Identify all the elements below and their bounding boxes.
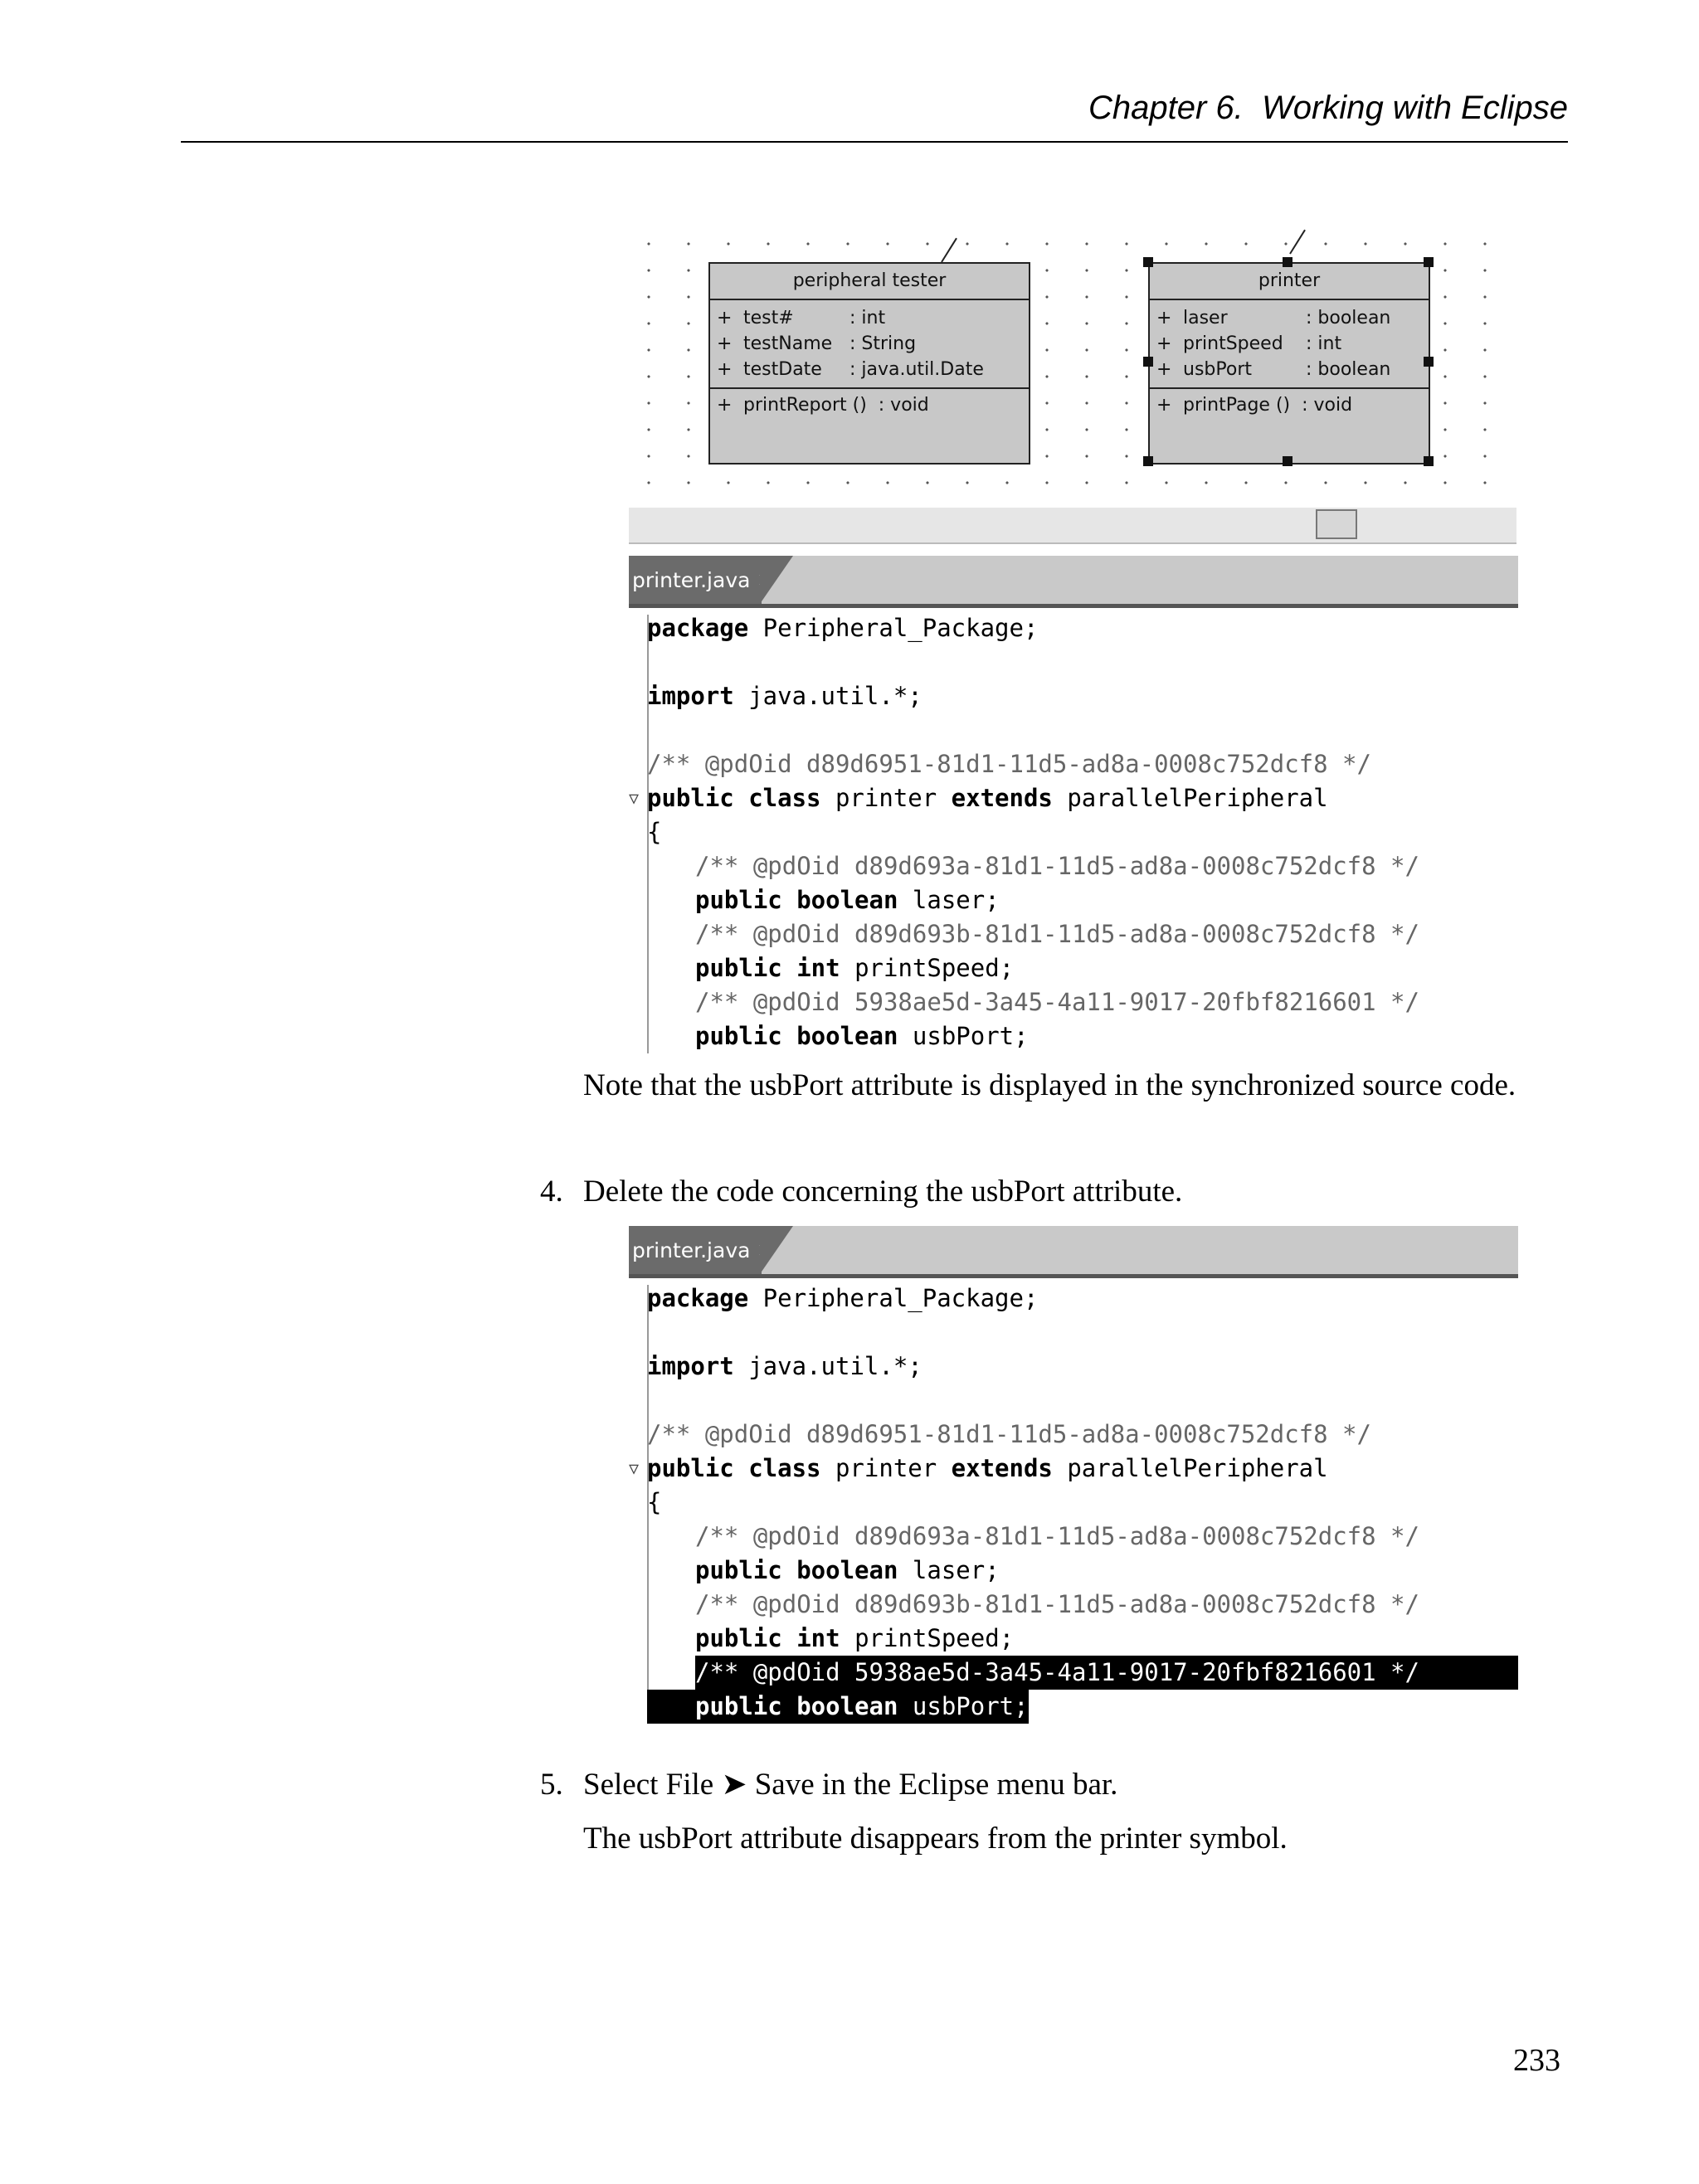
resize-handle[interactable] bbox=[1143, 357, 1153, 367]
code-keyword: public class bbox=[647, 1454, 821, 1482]
attribute-row[interactable]: + laser : boolean bbox=[1156, 308, 1391, 328]
code-editor-before[interactable] bbox=[629, 556, 1518, 1053]
code-comment: /** @pdOid d89d693b-81d1-11d5-ad8a-0008c752dcf8 */ bbox=[695, 1590, 1419, 1618]
close-icon[interactable]: ✕ bbox=[757, 568, 775, 592]
header-rule bbox=[181, 141, 1568, 143]
code-text bbox=[695, 883, 1000, 917]
code-line-selected[interactable] bbox=[629, 1656, 1518, 1690]
code-line[interactable] bbox=[629, 917, 1518, 951]
code-comment: /** @pdOid d89d6951-81d1-11d5-ad8a-0008c752dcf8 */ bbox=[647, 1420, 1371, 1448]
code-line[interactable] bbox=[629, 815, 1518, 849]
code-text bbox=[647, 611, 1038, 645]
code-keyword: public boolean bbox=[695, 1692, 898, 1720]
code-token: java.util.*; bbox=[733, 682, 923, 710]
code-token: java.util.*; bbox=[733, 1352, 923, 1380]
code-line[interactable] bbox=[629, 611, 1518, 645]
tab-edge bbox=[760, 556, 793, 604]
code-line[interactable] bbox=[629, 1486, 1518, 1520]
tab-edge bbox=[760, 1226, 793, 1274]
association-line bbox=[941, 238, 957, 263]
code-text bbox=[695, 1019, 1029, 1053]
code-keyword: public boolean bbox=[695, 886, 898, 914]
code-token: printSpeed; bbox=[840, 1624, 1015, 1652]
editor-tab-bar bbox=[629, 556, 1518, 608]
step-text: Select File ➤ Save in the Eclipse menu bar. bbox=[583, 1768, 1118, 1802]
code-keyword: public boolean bbox=[695, 1022, 898, 1050]
code-comment: /** @pdOid d89d693a-81d1-11d5-ad8a-0008c752dcf8 */ bbox=[695, 1522, 1419, 1550]
code-line[interactable] bbox=[629, 1520, 1518, 1554]
resize-handle[interactable] bbox=[1143, 257, 1153, 267]
code-line[interactable] bbox=[629, 1350, 1518, 1384]
code-line[interactable] bbox=[629, 1622, 1518, 1656]
code-token: parallelPeripheral bbox=[1052, 1454, 1328, 1482]
uml-diagram-canvas[interactable] bbox=[629, 224, 1516, 510]
operation-row[interactable]: + printReport () : void bbox=[717, 395, 929, 416]
code-keyword: extends bbox=[951, 1454, 1053, 1482]
code-line[interactable] bbox=[629, 781, 1518, 815]
code-token: Peripheral_Package; bbox=[748, 614, 1039, 642]
code-text bbox=[695, 1554, 1000, 1588]
code-text bbox=[647, 1486, 661, 1520]
code-token: { bbox=[647, 818, 662, 846]
tab-label: printer.java bbox=[632, 1238, 751, 1262]
code-text bbox=[695, 917, 1419, 951]
page-number: 233 bbox=[1513, 2043, 1560, 2078]
code-text bbox=[647, 679, 923, 713]
attribute-row[interactable]: + testDate : java.util.Date bbox=[717, 359, 984, 380]
code-token: Peripheral_Package; bbox=[748, 1284, 1039, 1312]
tab-label: printer.java bbox=[632, 568, 751, 592]
resize-handle[interactable] bbox=[1424, 357, 1434, 367]
code-line[interactable] bbox=[629, 1588, 1518, 1622]
code-comment: /** @pdOid 5938ae5d-3a45-4a11-9017-20fbf8216601 */ bbox=[695, 1658, 1419, 1686]
code-token: { bbox=[647, 1488, 662, 1516]
code-comment: /** @pdOid d89d693b-81d1-11d5-ad8a-0008c752dcf8 */ bbox=[695, 920, 1419, 948]
code-token: usbPort; bbox=[898, 1022, 1029, 1050]
step-text: Delete the code concerning the usbPort attribute. bbox=[583, 1175, 1183, 1209]
code-comment: /** @pdOid 5938ae5d-3a45-4a11-9017-20fbf8216601 */ bbox=[695, 988, 1419, 1016]
code-line[interactable] bbox=[629, 679, 1518, 713]
editor-tab[interactable] bbox=[629, 1226, 775, 1274]
code-line[interactable] bbox=[629, 645, 1518, 679]
association-line bbox=[1289, 230, 1306, 255]
code-keyword: extends bbox=[951, 784, 1053, 812]
code-keyword: package bbox=[647, 1284, 749, 1312]
attribute-row[interactable]: + test# : int bbox=[717, 308, 886, 328]
scroll-thumb[interactable] bbox=[1316, 509, 1357, 539]
code-text bbox=[647, 1350, 923, 1384]
class-name: printer bbox=[1150, 264, 1429, 300]
editor-tab-bar bbox=[629, 1226, 1518, 1278]
operation-compartment bbox=[710, 389, 1029, 421]
attribute-row[interactable]: + testName : String bbox=[717, 333, 917, 354]
code-line[interactable] bbox=[629, 985, 1518, 1019]
code-editor-after[interactable] bbox=[629, 1226, 1518, 1724]
code-line[interactable] bbox=[629, 1452, 1518, 1486]
code-line[interactable] bbox=[629, 713, 1518, 747]
code-line[interactable] bbox=[629, 1019, 1518, 1053]
code-comment: /** @pdOid d89d6951-81d1-11d5-ad8a-0008c752dcf8 */ bbox=[647, 750, 1371, 778]
running-head: Chapter 6. Working with Eclipse bbox=[1088, 90, 1568, 126]
class-peripheral-tester[interactable] bbox=[708, 262, 1030, 465]
code-line[interactable] bbox=[629, 883, 1518, 917]
code-text bbox=[647, 781, 1328, 815]
fold-toggle-icon[interactable]: ▽ bbox=[629, 788, 640, 808]
code-keyword: import bbox=[647, 682, 734, 710]
operation-compartment bbox=[1150, 389, 1429, 421]
attribute-row[interactable]: + printSpeed : int bbox=[1156, 333, 1342, 354]
code-text bbox=[695, 951, 1014, 985]
code-text bbox=[647, 1282, 1038, 1316]
code-line[interactable] bbox=[629, 747, 1518, 781]
code-text bbox=[647, 1690, 1029, 1724]
code-keyword: import bbox=[647, 1352, 734, 1380]
resize-handle[interactable] bbox=[1283, 257, 1293, 267]
code-keyword: public class bbox=[647, 784, 821, 812]
code-keyword: package bbox=[647, 614, 749, 642]
resize-handle[interactable] bbox=[1424, 456, 1434, 466]
attribute-compartment bbox=[710, 300, 1029, 389]
code-token: usbPort; bbox=[898, 1692, 1029, 1720]
step-5-result: The usbPort attribute disappears from the printer symbol. bbox=[583, 1822, 1288, 1856]
code-line[interactable] bbox=[629, 1418, 1518, 1452]
editor-tab[interactable] bbox=[629, 556, 775, 604]
code-text bbox=[647, 747, 1371, 781]
code-token: parallelPeripheral bbox=[1052, 784, 1328, 812]
resize-handle[interactable] bbox=[1283, 456, 1293, 466]
code-text bbox=[695, 1588, 1419, 1622]
code-line-selected[interactable] bbox=[629, 1690, 1518, 1724]
code-area[interactable] bbox=[629, 1278, 1518, 1724]
code-area[interactable] bbox=[629, 608, 1518, 1053]
step-number: 5. bbox=[540, 1768, 563, 1802]
code-keyword: public int bbox=[695, 1624, 840, 1652]
code-text bbox=[695, 1622, 1014, 1656]
step-number: 4. bbox=[540, 1175, 563, 1209]
attribute-row[interactable]: + usbPort : boolean bbox=[1156, 359, 1391, 380]
code-token: printSpeed; bbox=[840, 954, 1015, 982]
code-text bbox=[695, 985, 1419, 1019]
code-keyword: public boolean bbox=[695, 1556, 898, 1584]
code-text bbox=[647, 815, 661, 849]
code-line[interactable] bbox=[629, 1282, 1518, 1316]
code-token: laser; bbox=[898, 1556, 1000, 1584]
resize-handle[interactable] bbox=[1143, 456, 1153, 466]
code-text bbox=[695, 849, 1419, 883]
code-comment: /** @pdOid d89d693a-81d1-11d5-ad8a-0008c752dcf8 */ bbox=[695, 852, 1419, 880]
operation-row[interactable]: + printPage () : void bbox=[1156, 395, 1353, 416]
close-icon[interactable]: ✕ bbox=[757, 1238, 775, 1262]
attribute-compartment bbox=[1150, 300, 1429, 389]
horizontal-scrollbar[interactable] bbox=[629, 508, 1516, 544]
code-keyword: public int bbox=[695, 954, 840, 982]
note-paragraph: Note that the usbPort attribute is displayed in the synchronized source code. bbox=[583, 1068, 1516, 1102]
code-token: laser; bbox=[898, 886, 1000, 914]
code-line[interactable] bbox=[629, 951, 1518, 985]
class-printer[interactable] bbox=[1148, 262, 1430, 465]
class-name: peripheral tester bbox=[710, 264, 1029, 300]
code-text bbox=[647, 1452, 1328, 1486]
code-line[interactable] bbox=[629, 849, 1518, 883]
code-line[interactable] bbox=[629, 1384, 1518, 1418]
code-token: printer bbox=[820, 784, 952, 812]
code-text bbox=[647, 1418, 1371, 1452]
code-line[interactable] bbox=[629, 1316, 1518, 1350]
code-text bbox=[695, 1520, 1419, 1554]
fold-toggle-icon[interactable]: ▽ bbox=[629, 1458, 640, 1478]
code-text bbox=[695, 1656, 1518, 1690]
code-token: printer bbox=[820, 1454, 952, 1482]
code-line[interactable] bbox=[629, 1554, 1518, 1588]
resize-handle[interactable] bbox=[1424, 257, 1434, 267]
